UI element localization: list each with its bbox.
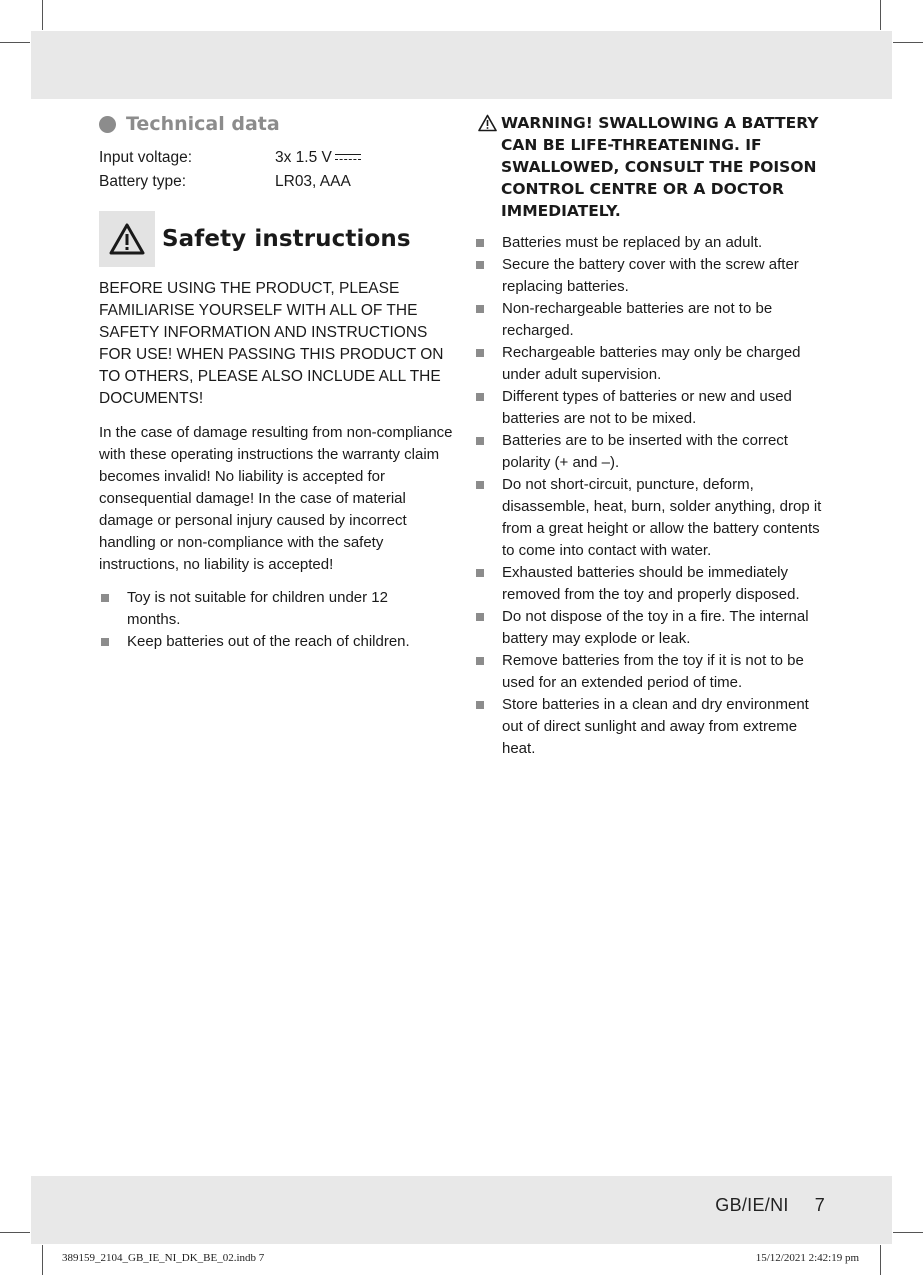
data-label: Input voltage: (99, 149, 193, 166)
list-item: Different types of batteries or new and used batteries are not to be mixed. (474, 386, 824, 430)
print-slug-timestamp: 15/12/2021 2:42:19 pm (755, 1252, 859, 1264)
header-band (31, 31, 892, 99)
list-item: Store batteries in a clean and dry environment out of direct sunlight and away from extreme heat. (474, 694, 824, 760)
region-label: GB/IE/NI (715, 1195, 789, 1215)
list-item: Do not short-circuit, puncture, deform, disassemble, heat, burn, solder anything, drop it from a great height or allow the battery contents to come into contact with water. (474, 474, 824, 562)
print-slug-file: 389159_2104_GB_IE_NI_DK_BE_02.indb 7 (62, 1252, 265, 1264)
crop-mark (42, 1245, 43, 1275)
data-row (99, 146, 454, 170)
technical-data-table (99, 146, 454, 194)
list-item: Exhausted batteries should be immediately removed from the toy and properly disposed. (474, 562, 824, 606)
direct-current-icon (335, 152, 361, 164)
list-item: Batteries are to be inserted with the correct polarity (+ and –). (474, 430, 824, 474)
technical-data-title: Technical data (126, 113, 280, 135)
list-item: Do not dispose of the toy in a fire. The internal battery may explode or leak. (474, 606, 824, 650)
crop-mark (893, 42, 923, 43)
crop-mark (893, 1232, 923, 1233)
safety-bullet-list (99, 587, 454, 653)
warning-triangle-icon (474, 114, 501, 132)
crop-mark (0, 42, 30, 43)
safety-intro: BEFORE USING THE PRODUCT, PLEASE FAMILIARISE YOURSELF WITH ALL OF THE SAFETY INFORMATION AND INSTRUCTIONS FOR USE! WHEN PASSING THIS PRODUCT ON TO OTHERS, PLEASE ALSO INCLUDE ALL THE DOCUMENTS! (99, 280, 444, 407)
technical-data-heading (99, 110, 454, 138)
data-value: LR03, AAA (275, 173, 351, 190)
liability-paragraph: In the case of damage resulting from non-compliance with these operating instructions the warranty claim becomes invalid! No liability is accepted for consequential damage! In the case of material damage or personal injury caused by incorrect handling or non-compliance with the safety instructions, no liability is accepted! (99, 424, 453, 573)
list-item: Rechargeable batteries may only be charged under adult supervision. (474, 342, 824, 386)
list-item: Secure the battery cover with the screw after replacing batteries. (474, 254, 824, 298)
battery-warning-text: WARNING! SWALLOWING A BATTERY CAN BE LIFE-THREATENING. IF SWALLOWED, CONSULT THE POISON CONTROL CENTRE OR A DOCTOR IMMEDIATELY. (501, 114, 819, 220)
crop-mark (42, 0, 43, 30)
list-item: Remove batteries from the toy if it is not to be used for an extended period of time. (474, 650, 824, 694)
battery-warning-heading (474, 112, 824, 222)
battery-bullet-list (474, 232, 824, 760)
crop-mark (880, 0, 881, 30)
list-item: Non-rechargeable batteries are not to be recharged. (474, 298, 824, 342)
list-item: Keep batteries out of the reach of children. (99, 631, 454, 653)
list-item: Batteries must be replaced by an adult. (474, 232, 824, 254)
warning-box (99, 211, 155, 267)
page-number: 7 (814, 1195, 825, 1215)
crop-mark (880, 1245, 881, 1275)
warning-triangle-icon (108, 222, 146, 256)
bullet-dot-icon (99, 116, 116, 133)
data-label: Battery type: (99, 173, 187, 190)
page-footer (715, 1195, 825, 1216)
data-row (99, 170, 454, 194)
list-item: Toy is not suitable for children under 12 months. (99, 587, 454, 631)
safety-heading (99, 211, 454, 267)
crop-mark (0, 1232, 30, 1233)
data-value-wrap (275, 146, 361, 170)
data-value: 3x 1.5 V (275, 149, 332, 166)
right-column (474, 112, 824, 760)
safety-title: Safety instructions (162, 226, 411, 252)
left-column (99, 110, 454, 653)
